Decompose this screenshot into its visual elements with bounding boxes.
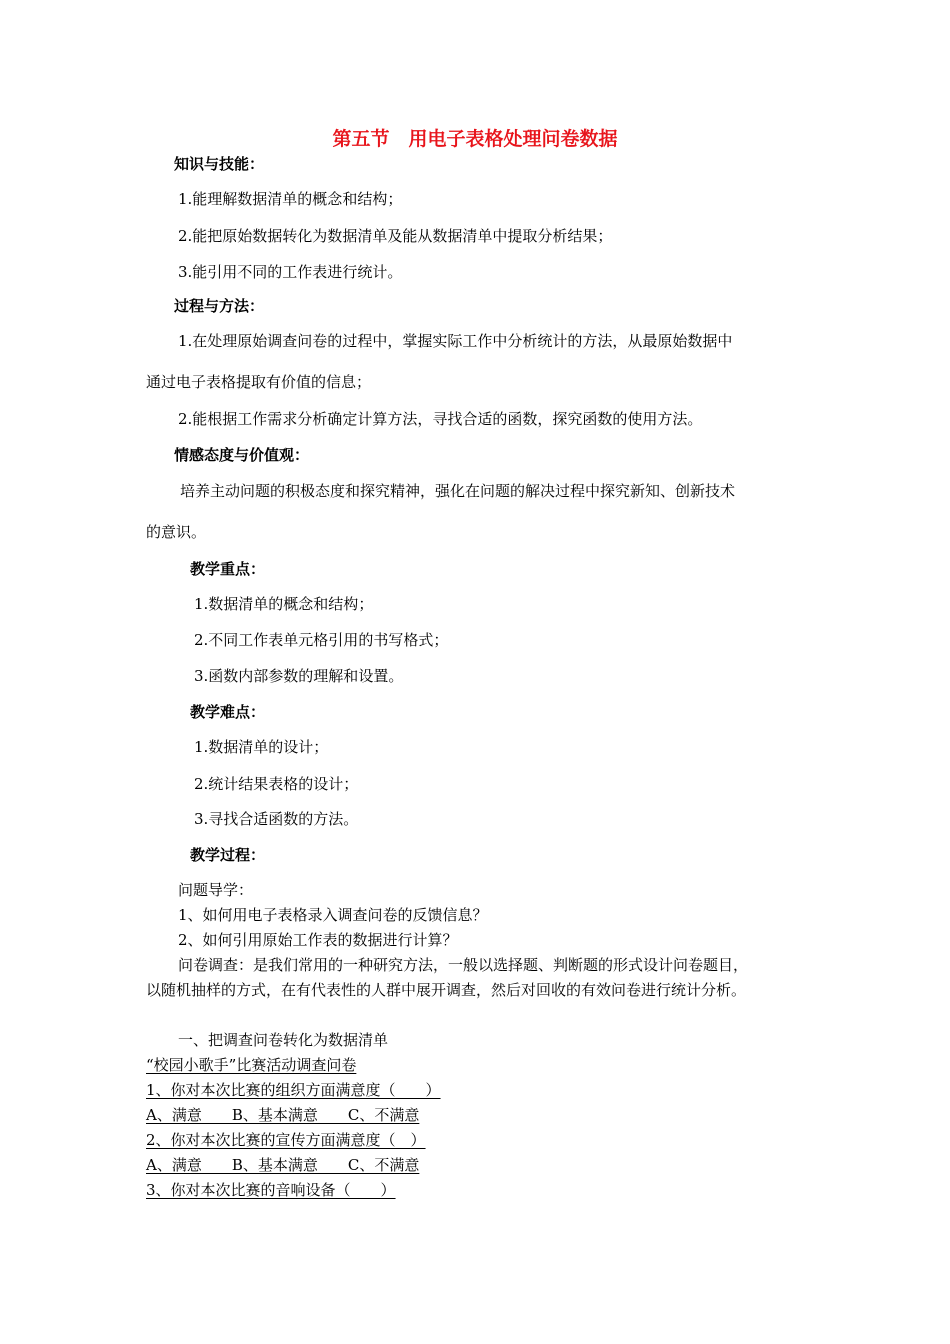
- focus-item: 1.数据清单的概念和结构；: [194, 595, 374, 613]
- procedure-heading: 教学过程：: [190, 846, 266, 864]
- procedure-item: 以随机抽样的方式，在有代表性的人群中展开调查，然后对回收的有效问卷进行统计分析。: [146, 981, 747, 999]
- process-item: 1.在处理原始调查问卷的过程中，掌握实际工作中分析统计的方法，从最原始数据中: [178, 332, 733, 350]
- survey-line: 1、你对本次比赛的组织方面满意度（ ）: [146, 1081, 441, 1099]
- procedure-item: 2、如何引用原始工作表的数据进行计算？: [178, 931, 458, 949]
- survey-line: 2、你对本次比赛的宣传方面满意度（ ）: [146, 1131, 426, 1149]
- knowledge-heading: 知识与技能：: [174, 155, 265, 173]
- focus-item: 2.不同工作表单元格引用的书写格式；: [194, 631, 449, 649]
- document-title: 第五节 用电子表格处理问卷数据: [332, 128, 618, 150]
- procedure-item: 问卷调查：是我们常用的一种研究方法，一般以选择题、判断题的形式设计问卷题目，: [178, 956, 749, 974]
- knowledge-item: 2.能把原始数据转化为数据清单及能从数据清单中提取分析结果；: [178, 227, 613, 245]
- survey-title: “校园小歌手”比赛活动调查问卷: [146, 1056, 357, 1074]
- survey-line: 3、你对本次比赛的音响设备（ ）: [146, 1181, 396, 1199]
- focus-heading: 教学重点：: [190, 560, 266, 578]
- focus-item: 3.函数内部参数的理解和设置。: [194, 667, 404, 685]
- survey-line: A、满意 B、基本满意 C、不满意: [146, 1156, 420, 1174]
- process-item: 通过电子表格提取有价值的信息；: [146, 373, 372, 391]
- difficulty-item: 3.寻找合适函数的方法。: [194, 810, 359, 828]
- difficulty-item: 1.数据清单的设计；: [194, 738, 329, 756]
- procedure-item: 1、如何用电子表格录入调查问卷的反馈信息？: [178, 906, 488, 924]
- process-item: 2.能根据工作需求分析确定计算方法，寻找合适的函数，探究函数的使用方法。: [178, 410, 703, 428]
- knowledge-item: 1.能理解数据清单的概念和结构；: [178, 190, 403, 208]
- difficulty-heading: 教学难点：: [190, 703, 266, 721]
- procedure-item: 问题导学：: [178, 881, 254, 899]
- knowledge-item: 3.能引用不同的工作表进行统计。: [178, 263, 403, 281]
- survey-line: A、满意 B、基本满意 C、不满意: [146, 1106, 420, 1124]
- attitude-item: 的意识。: [146, 523, 207, 541]
- process-heading: 过程与方法：: [174, 297, 265, 315]
- attitude-heading: 情感态度与价值观：: [174, 446, 310, 464]
- difficulty-item: 2.统计结果表格的设计；: [194, 775, 359, 793]
- attitude-item: 培养主动问题的积极态度和探究精神，强化在问题的解决过程中探究新知、创新技术: [180, 482, 736, 500]
- part-one-heading: 一、把调查问卷转化为数据清单: [178, 1031, 389, 1049]
